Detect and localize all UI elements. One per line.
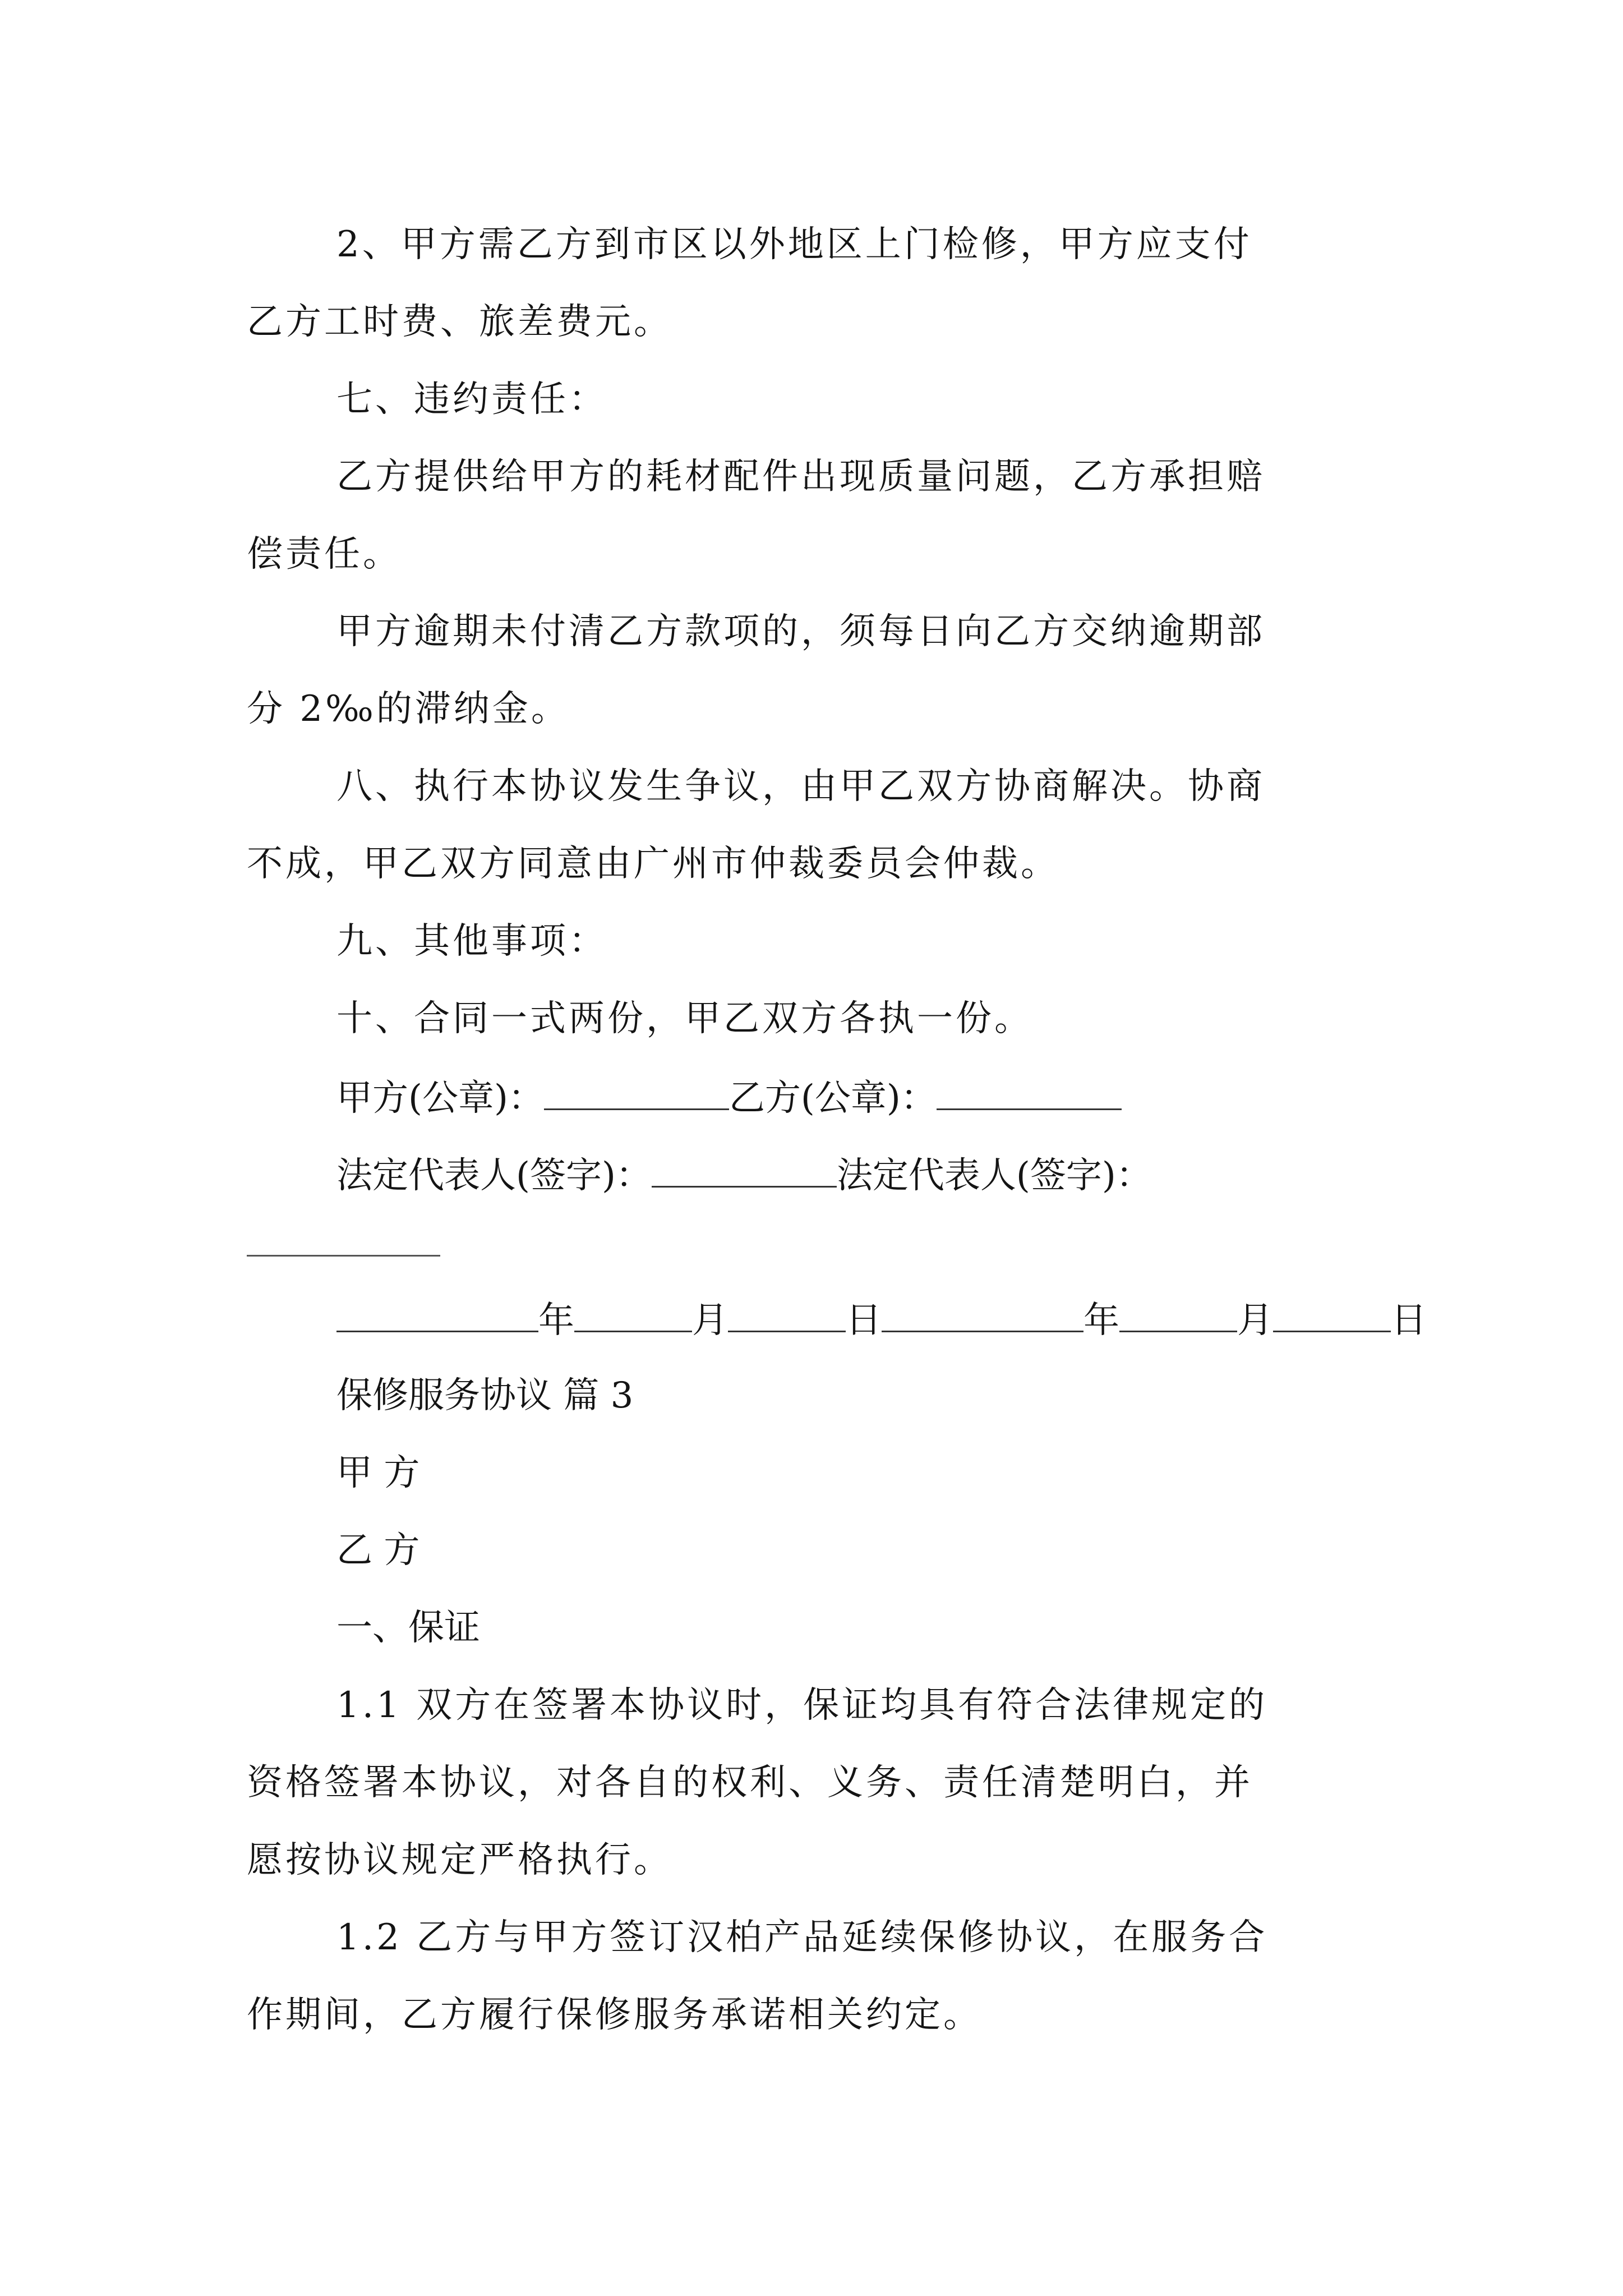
party-a-label: 甲 方 bbox=[336, 1452, 420, 1494]
section-heading-guarantee: 一、保证 bbox=[336, 1607, 480, 1649]
paragraph-line: 乙方工时费、旅差费元。 bbox=[247, 301, 672, 343]
representative-line bbox=[336, 1151, 1152, 1198]
paragraph-line: 不成，甲乙双方同意由广州市仲裁委员会仲裁。 bbox=[247, 843, 1059, 885]
paragraph-line: 乙方提供给甲方的耗材配件出现质量问题，乙方承担赔 bbox=[336, 456, 1265, 498]
party-b-seal-blank bbox=[937, 1074, 1122, 1110]
clause-1-1: 1.1 双方在签署本协议时，保证均具有符合法律规定的 bbox=[336, 1685, 1268, 1726]
section-heading-other: 九、其他事项： bbox=[336, 921, 607, 962]
party-b-label: 乙 方 bbox=[336, 1530, 420, 1571]
year-blank bbox=[882, 1296, 1083, 1332]
paragraph-line: 2、甲方需乙方到市区以外地区上门检修，甲方应支付 bbox=[336, 224, 1252, 265]
paragraph-line: 偿责任。 bbox=[247, 533, 402, 575]
party-b-rep-label: 法定代表人(签字)： bbox=[836, 1155, 1152, 1197]
party-a-rep-blank bbox=[652, 1151, 837, 1188]
clause-1-2: 1.2 乙方与甲方签订汉柏产品延续保修协议，在服务合 bbox=[336, 1917, 1268, 1958]
month-blank bbox=[1119, 1296, 1237, 1332]
clause-1-1: 资格签署本协议，对各自的权利、义务、责任清楚明白，并 bbox=[247, 1762, 1253, 1803]
party-a-seal-blank bbox=[544, 1074, 729, 1110]
clause-1-2: 作期间，乙方履行保修服务承诺相关约定。 bbox=[247, 1994, 982, 2036]
day-label: 日 bbox=[1391, 1300, 1427, 1341]
party-a-rep-label: 法定代表人(签字)： bbox=[336, 1155, 652, 1197]
day-label: 日 bbox=[846, 1300, 882, 1341]
clause-1-1: 愿按协议规定严格执行。 bbox=[247, 1839, 672, 1881]
paragraph-line: 分 2‰的滞纳金。 bbox=[247, 688, 570, 730]
agreement-title: 保修服务协议 篇 3 bbox=[336, 1375, 634, 1416]
year-label: 年 bbox=[1083, 1300, 1119, 1341]
date-line bbox=[336, 1296, 1427, 1343]
year-blank bbox=[336, 1296, 538, 1332]
month-label: 月 bbox=[1237, 1300, 1273, 1341]
month-label: 月 bbox=[692, 1300, 728, 1341]
party-a-seal-label: 甲方(公章)： bbox=[336, 1078, 544, 1119]
month-blank bbox=[574, 1296, 692, 1332]
paragraph-line: 八、执行本协议发生争议，由甲乙双方协商解决。协商 bbox=[336, 766, 1265, 807]
year-label: 年 bbox=[538, 1300, 574, 1341]
paragraph-line: 十、合同一式两份，甲乙双方各执一份。 bbox=[336, 998, 1033, 1039]
seal-line bbox=[336, 1074, 1122, 1121]
section-heading-breach: 七、违约责任： bbox=[336, 379, 607, 420]
day-blank bbox=[728, 1296, 846, 1332]
paragraph-line: 甲方逾期未付清乙方款项的，须每日向乙方交纳逾期部 bbox=[336, 611, 1265, 652]
day-blank bbox=[1273, 1296, 1391, 1332]
signature-blank-continuation bbox=[247, 1255, 440, 1257]
party-b-seal-label: 乙方(公章)： bbox=[728, 1078, 937, 1119]
